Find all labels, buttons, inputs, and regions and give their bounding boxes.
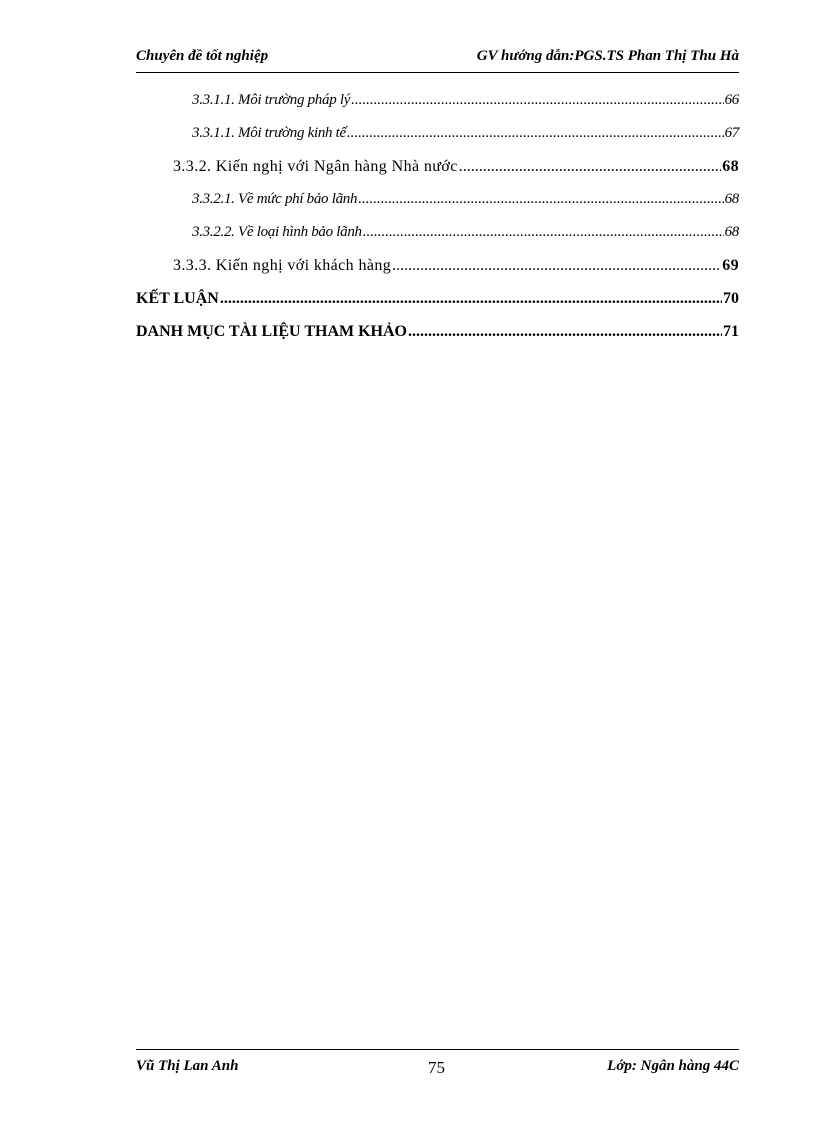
toc-entry-page: 68 [722,158,739,175]
toc-entry-label: 3.3.1.1. Môi trường kinh tế [192,125,346,141]
toc-leader-dots [358,191,723,208]
footer-author: Vũ Thị Lan Anh [136,1058,239,1074]
toc-entry[interactable] [136,224,739,257]
toc-entry-label: 3.3.2. Kiến nghị với Ngân hàng Nhà nước [173,158,458,175]
toc-entry[interactable] [136,92,739,125]
toc-leader-dots [347,125,724,142]
toc-entry-label: 3.3.3. Kiến nghị với khách hàng [173,257,392,274]
toc-entry-label: 3.3.2.1. Về mức phí bảo lãnh [192,191,358,207]
toc-entry-label: 3.3.1.1. Môi trường pháp lý [192,92,351,108]
header-supervisor: GV hướng dẫn:PGS.TS Phan Thị Thu Hà [476,48,739,64]
toc-leader-dots [408,323,722,341]
toc-entry[interactable] [136,158,739,191]
toc-entry-page: 66 [724,92,739,108]
toc-entry-page: 68 [724,224,739,240]
toc-leader-dots [363,224,724,241]
table-of-contents [136,92,739,356]
header-divider [136,72,739,73]
footer-page-number: 75 [428,1058,445,1077]
toc-entry-page: 69 [722,257,739,274]
toc-entry-label: 3.3.2.2. Về loại hình bảo lãnh [192,224,362,240]
toc-entry[interactable] [136,191,739,224]
toc-entry[interactable] [136,323,739,356]
toc-leader-dots [351,92,724,109]
toc-entry-page: 68 [724,191,739,207]
page-header [136,48,739,70]
toc-entry-page: 70 [723,290,739,307]
toc-entry-page: 71 [723,323,739,340]
header-title: Chuyên đề tốt nghiệp [136,48,269,64]
toc-entry[interactable] [136,290,739,323]
page-footer [136,1058,739,1080]
toc-entry-label: KẾT LUẬN [136,290,219,307]
toc-entry-page: 67 [724,125,739,141]
toc-entry-label: DANH MỤC TÀI LIỆU THAM KHẢO [136,323,407,340]
toc-leader-dots [459,158,721,176]
toc-entry[interactable] [136,257,739,290]
toc-leader-dots [220,290,722,308]
toc-leader-dots [392,257,721,275]
footer-divider [136,1049,739,1050]
footer-class: Lớp: Ngân hàng 44C [607,1058,739,1074]
toc-entry[interactable] [136,125,739,158]
